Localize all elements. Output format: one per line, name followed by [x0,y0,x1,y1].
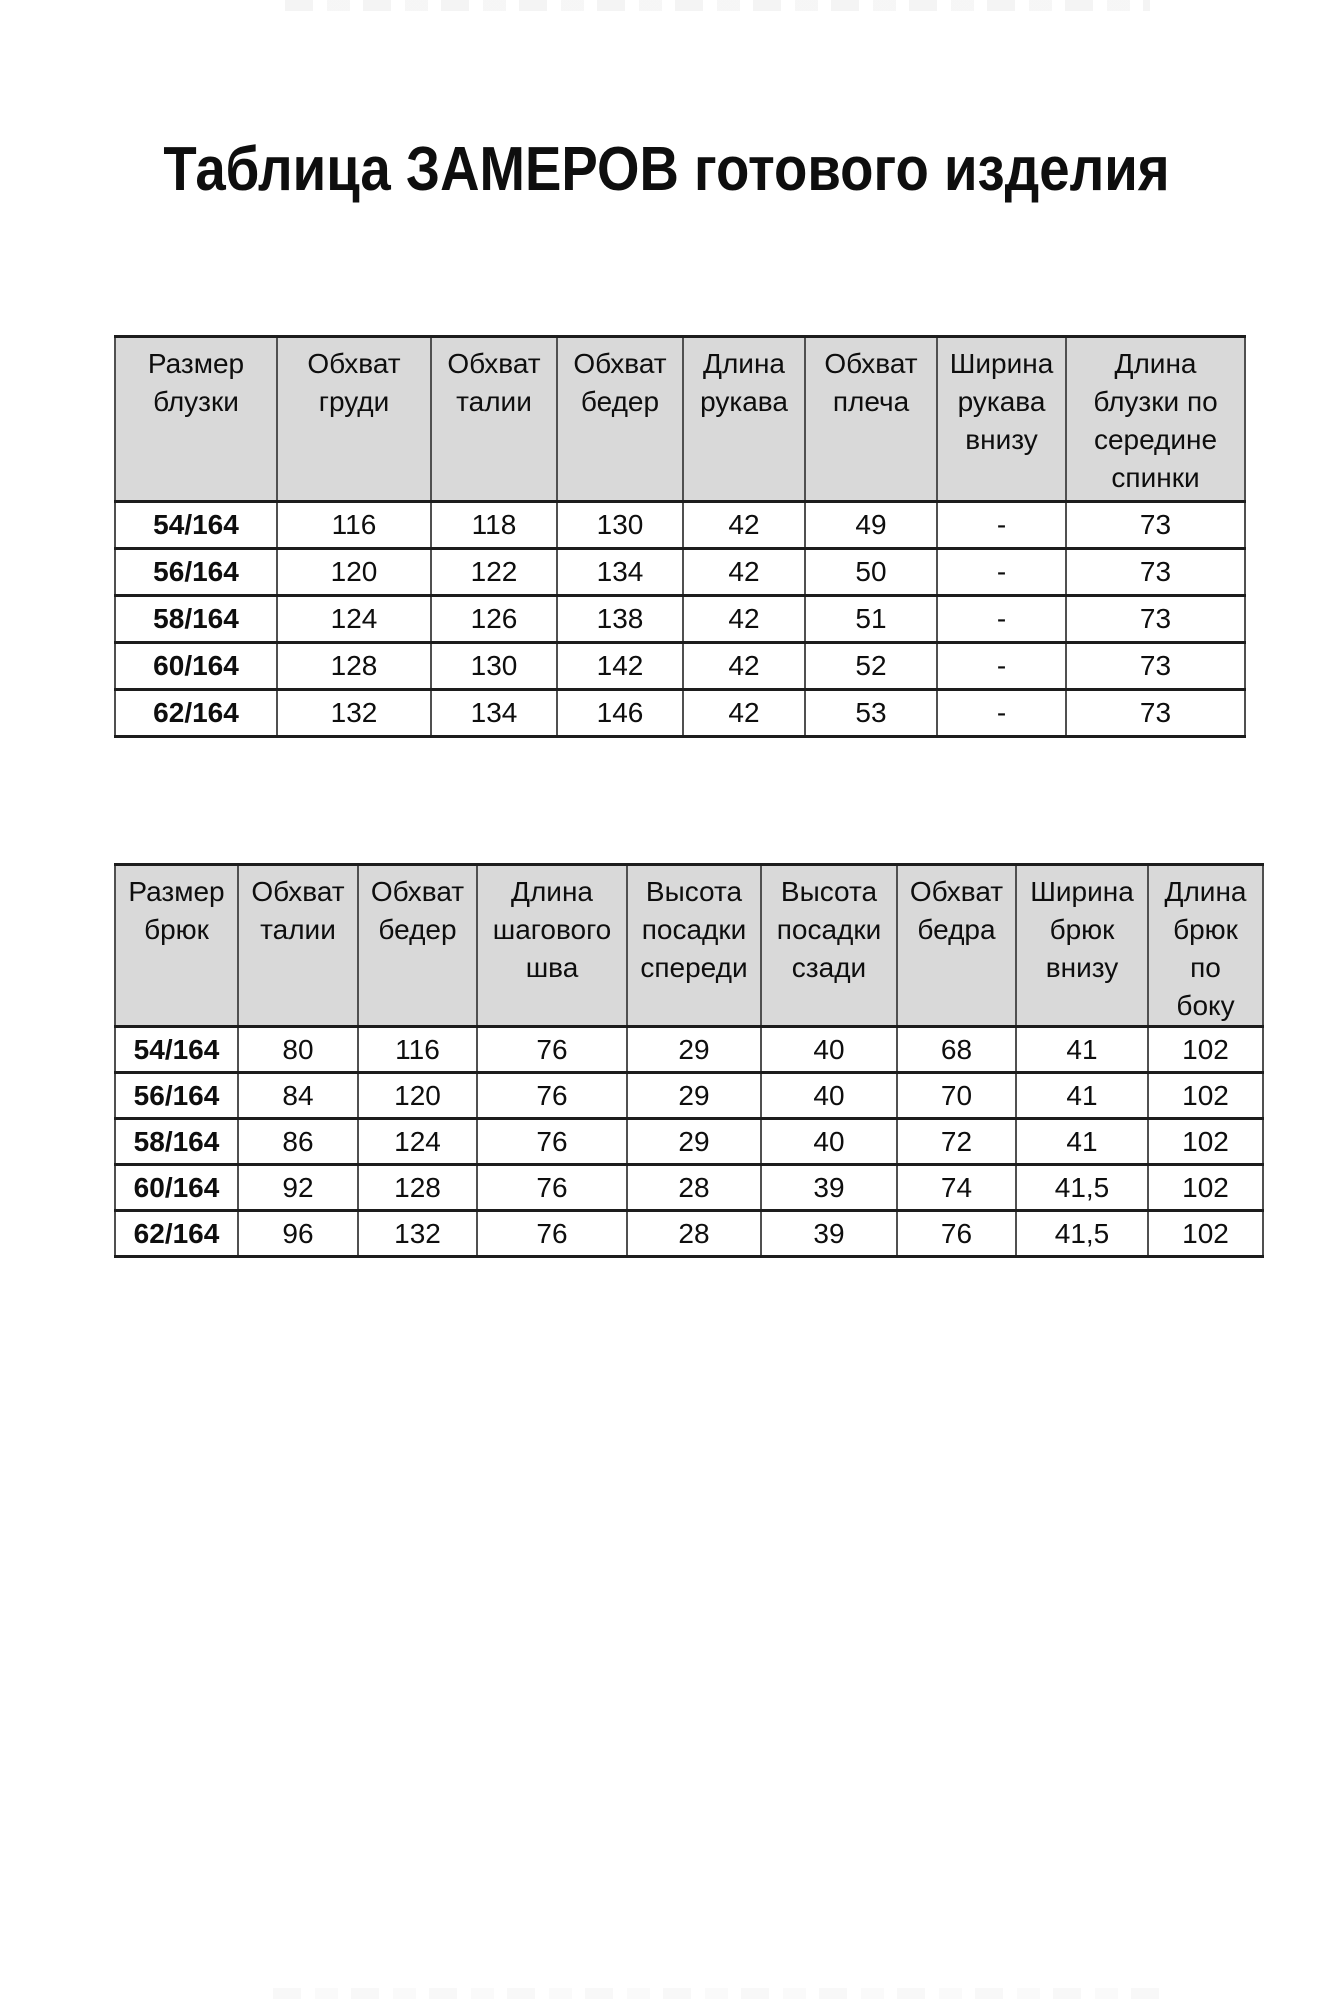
value-cell: 73 [1066,596,1245,643]
column-header: Обхват плеча [805,337,937,502]
value-cell: 116 [358,1027,477,1073]
size-cell: 58/164 [115,1119,238,1165]
value-cell: 41,5 [1016,1165,1148,1211]
value-cell: 96 [238,1211,358,1257]
header-row [115,337,1245,502]
value-cell: 41 [1016,1027,1148,1073]
page-title: Таблица ЗАМЕРОВ готового изделия [163,135,1170,204]
value-cell: 70 [897,1073,1016,1119]
value-cell: 116 [277,502,431,549]
value-cell: 84 [238,1073,358,1119]
value-cell: 74 [897,1165,1016,1211]
value-cell: 124 [358,1119,477,1165]
size-cell: 54/164 [115,1027,238,1073]
value-cell: 76 [477,1119,627,1165]
value-cell: 126 [431,596,557,643]
value-cell: 80 [238,1027,358,1073]
value-cell: 102 [1148,1211,1263,1257]
value-cell: 42 [683,502,805,549]
value-cell: 42 [683,549,805,596]
table-row [115,643,1245,690]
table-row [115,1119,1263,1165]
value-cell: 130 [557,502,683,549]
value-cell: 73 [1066,502,1245,549]
column-header: Длина рукава [683,337,805,502]
value-cell: 42 [683,596,805,643]
column-header: Обхват талии [431,337,557,502]
size-cell: 54/164 [115,502,277,549]
value-cell: 128 [358,1165,477,1211]
value-cell: - [937,502,1066,549]
table-row [115,596,1245,643]
value-cell: 102 [1148,1073,1263,1119]
value-cell: 122 [431,549,557,596]
value-cell: 134 [557,549,683,596]
value-cell: 102 [1148,1027,1263,1073]
value-cell: 52 [805,643,937,690]
column-header: Длина блузки по середине спинки [1066,337,1245,502]
value-cell: - [937,549,1066,596]
size-cell: 58/164 [115,596,277,643]
value-cell: 40 [761,1027,897,1073]
value-cell: 138 [557,596,683,643]
table-row [115,502,1245,549]
table-row [115,1211,1263,1257]
table-row [115,1073,1263,1119]
value-cell: 102 [1148,1165,1263,1211]
column-header: Размер блузки [115,337,277,502]
pants-measurements-table [114,863,1264,1258]
value-cell: 132 [358,1211,477,1257]
blouse-measurements-table [114,335,1246,738]
value-cell: 142 [557,643,683,690]
cropped-text-artifact-bottom [260,1988,1160,1999]
value-cell: 50 [805,549,937,596]
value-cell: 134 [431,690,557,737]
table-row [115,549,1245,596]
column-header: Длина брюк по боку [1148,865,1263,1027]
value-cell: - [937,643,1066,690]
value-cell: 28 [627,1211,761,1257]
table-row [115,1165,1263,1211]
value-cell: 73 [1066,549,1245,596]
cropped-text-artifact-top [272,0,1150,11]
value-cell: 42 [683,690,805,737]
value-cell: 146 [557,690,683,737]
value-cell: 102 [1148,1119,1263,1165]
value-cell: 40 [761,1073,897,1119]
value-cell: 86 [238,1119,358,1165]
column-header: Длина шагового шва [477,865,627,1027]
value-cell: - [937,596,1066,643]
column-header: Высота посадки спереди [627,865,761,1027]
value-cell: 53 [805,690,937,737]
value-cell: 39 [761,1165,897,1211]
value-cell: 76 [897,1211,1016,1257]
value-cell: 29 [627,1119,761,1165]
value-cell: 49 [805,502,937,549]
value-cell: 42 [683,643,805,690]
column-header: Ширина брюк внизу [1016,865,1148,1027]
header-row [115,865,1263,1027]
value-cell: 76 [477,1211,627,1257]
column-header: Обхват талии [238,865,358,1027]
value-cell: 51 [805,596,937,643]
table-row [115,690,1245,737]
column-header: Размер брюк [115,865,238,1027]
value-cell: 29 [627,1073,761,1119]
size-cell: 60/164 [115,643,277,690]
size-cell: 56/164 [115,549,277,596]
column-header: Обхват бедер [358,865,477,1027]
column-header: Ширина рукава внизу [937,337,1066,502]
value-cell: 41 [1016,1119,1148,1165]
column-header: Обхват бедер [557,337,683,502]
size-cell: 62/164 [115,690,277,737]
value-cell: 41 [1016,1073,1148,1119]
column-header: Обхват груди [277,337,431,502]
value-cell: 130 [431,643,557,690]
value-cell: 72 [897,1119,1016,1165]
value-cell: 120 [358,1073,477,1119]
value-cell: 73 [1066,690,1245,737]
value-cell: - [937,690,1066,737]
value-cell: 118 [431,502,557,549]
value-cell: 73 [1066,643,1245,690]
value-cell: 76 [477,1165,627,1211]
size-cell: 56/164 [115,1073,238,1119]
value-cell: 68 [897,1027,1016,1073]
value-cell: 92 [238,1165,358,1211]
value-cell: 29 [627,1027,761,1073]
value-cell: 28 [627,1165,761,1211]
value-cell: 39 [761,1211,897,1257]
column-header: Высота посадки сзади [761,865,897,1027]
size-cell: 60/164 [115,1165,238,1211]
value-cell: 132 [277,690,431,737]
value-cell: 40 [761,1119,897,1165]
table-row [115,1027,1263,1073]
size-cell: 62/164 [115,1211,238,1257]
column-header: Обхват бедра [897,865,1016,1027]
value-cell: 128 [277,643,431,690]
value-cell: 76 [477,1073,627,1119]
value-cell: 124 [277,596,431,643]
value-cell: 120 [277,549,431,596]
value-cell: 41,5 [1016,1211,1148,1257]
value-cell: 76 [477,1027,627,1073]
